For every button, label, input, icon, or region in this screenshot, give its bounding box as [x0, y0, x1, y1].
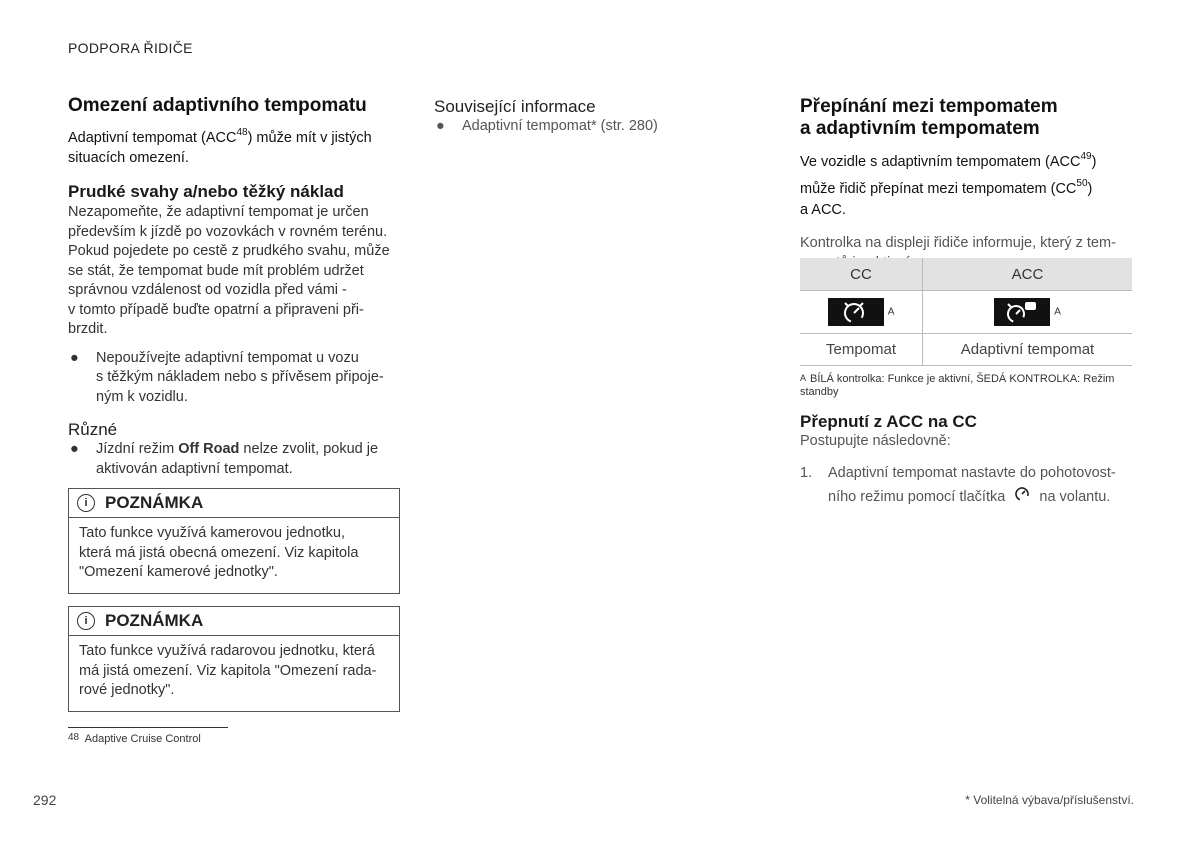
line: může řidič přepínat mezi tempomatem (CC [800, 181, 1077, 197]
line: Ve vozidle s adaptivním tempomatem (ACC [800, 154, 1081, 170]
bullet-icon: ● [70, 349, 79, 366]
info-icon: i [77, 612, 95, 630]
line: a ACC. [800, 202, 846, 218]
line: rové jednotky". [79, 682, 175, 698]
line: standby [800, 386, 839, 398]
note-header [69, 607, 399, 636]
line: v tomto případě buďte opatrní a připraveni při- [68, 301, 364, 318]
related-info-heading: Související informace [434, 97, 596, 116]
list-item-heavy-load [68, 349, 408, 408]
related-info-link[interactable] [434, 117, 734, 137]
bullet-icon: ● [436, 118, 445, 134]
footnote-ref: 48 [236, 127, 248, 138]
line: ) [1091, 154, 1097, 170]
footnote-ref: 50 [1076, 178, 1088, 189]
intro-paragraph [68, 123, 408, 168]
cruise-control-table [800, 258, 1132, 366]
instructions-intro: Postupujte následovně: [800, 433, 951, 449]
intro-text-end: situacích omezení. [68, 149, 189, 166]
speedometer-car-icon [994, 298, 1050, 326]
footnote-ref: 49 [1080, 151, 1092, 162]
line: Pokud pojedete po cestě z prudkého svahu, může [68, 243, 390, 259]
footnote-number: 48 [68, 732, 80, 743]
subheading-slopes: Prudké svahy a/nebo těžký náklad [68, 182, 344, 201]
footnote-text: Adaptive Cruise Control [84, 733, 201, 745]
section-heading: Omezení adaptivního tempomatu [68, 95, 367, 116]
table-footnote-mark: A [887, 306, 895, 318]
line: "Omezení kamerové jednotky". [79, 564, 278, 580]
table-footnote-mark: A [1054, 306, 1061, 318]
steering-wheel-button-icon [1009, 485, 1035, 509]
line: BÍLÁ kontrolka: Funkce je aktivní, ŠEDÁ KONTROLKA: Režim [810, 373, 1115, 385]
intro-paragraph [800, 146, 1140, 221]
subheading-switch: Přepnutí z ACC na CC [800, 412, 977, 431]
table-header-acc: ACC [923, 258, 1133, 291]
intro-text-cont: ) může mít v jistých [247, 130, 372, 146]
line: ným k vozidlu. [96, 388, 188, 405]
line: správnou vzdálenost od vozidla před vámi - [68, 282, 347, 298]
line: Tato funkce využívá kamerovou jednotku, [79, 525, 345, 541]
step-1 [800, 462, 1140, 509]
line: především k jízdě po vozovkách v rovném terénu. [68, 223, 388, 240]
subheading-misc: Různé [68, 420, 118, 439]
line: na volantu. [1039, 488, 1111, 505]
line: Nezapomeňte, že adaptivní tempomat je určen [68, 204, 369, 220]
running-header: PODPORA ŘIDIČE [68, 40, 193, 56]
heading-line: a adaptivním tempomatem [800, 118, 1040, 139]
table-row-labels [800, 334, 1132, 366]
list-item-off-road [68, 440, 408, 479]
intro-text: Adaptivní tempomat (ACC [68, 130, 237, 146]
footer-note: * Volitelná výbava/příslušenství. [965, 793, 1134, 807]
table-header-cc: CC [800, 258, 923, 291]
table-header-row [800, 258, 1132, 291]
table-row-icons [800, 291, 1132, 334]
acc-label: Adaptivní tempomat [923, 334, 1133, 366]
line: Tato funkce využívá radarovou jednotku, která [79, 643, 375, 659]
right-column-lower [800, 411, 1140, 509]
drive-mode-name: Off Road [178, 441, 240, 457]
table-note-mark: A [800, 373, 807, 383]
line: Adaptivní tempomat nastavte do pohotovost- [828, 464, 1116, 481]
table-note [800, 372, 1140, 399]
footnote-divider [68, 727, 228, 728]
left-column [68, 95, 408, 479]
cc-label: Tempomat [800, 334, 923, 366]
note-box-camera [68, 488, 400, 594]
line: brzdit. [68, 321, 108, 337]
note-header [69, 489, 399, 518]
heading-line: Přepínání mezi tempomatem [800, 96, 1058, 117]
line: ) [1087, 181, 1093, 197]
cc-icon-cell [800, 291, 923, 334]
bullet-icon: ● [70, 441, 79, 457]
line: aktivován adaptivní tempomat. [96, 460, 293, 477]
page-number: 292 [33, 792, 57, 808]
note-title: POZNÁMKA [105, 493, 204, 512]
note-title: POZNÁMKA [105, 611, 204, 630]
right-column [800, 96, 1140, 273]
line: Kontrolka na displeji řidiče informuje, který z tem- [800, 235, 1116, 251]
acc-icon-cell [923, 291, 1133, 334]
speedometer-icon [828, 298, 884, 326]
note-body [69, 636, 399, 711]
note-body [69, 518, 399, 593]
note-box-radar [68, 606, 400, 712]
step-number: 1. [800, 464, 813, 481]
slopes-paragraph [68, 203, 408, 340]
line: se stát, že tempomat bude mít problém udržet [68, 262, 364, 279]
line: ního režimu pomocí tlačítka [828, 488, 1006, 505]
line: která má jistá obecná omezení. Viz kapitola [79, 544, 359, 561]
line: nelze zvolit, pokud je [239, 441, 379, 457]
line: Nepoužívejte adaptivní tempomat u vozu [96, 349, 359, 366]
middle-column [434, 96, 734, 137]
line: Jízdní režim [96, 441, 179, 457]
line: má jistá omezení. Viz kapitola "Omezení rada- [79, 662, 377, 679]
section-heading [800, 96, 1140, 140]
info-icon: i [77, 494, 95, 512]
related-info-link-text[interactable]: Adaptivní tempomat* (str. 280) [462, 118, 658, 134]
footnote [68, 732, 201, 745]
line: s těžkým nákladem nebo s přívěsem připoje- [96, 369, 384, 385]
